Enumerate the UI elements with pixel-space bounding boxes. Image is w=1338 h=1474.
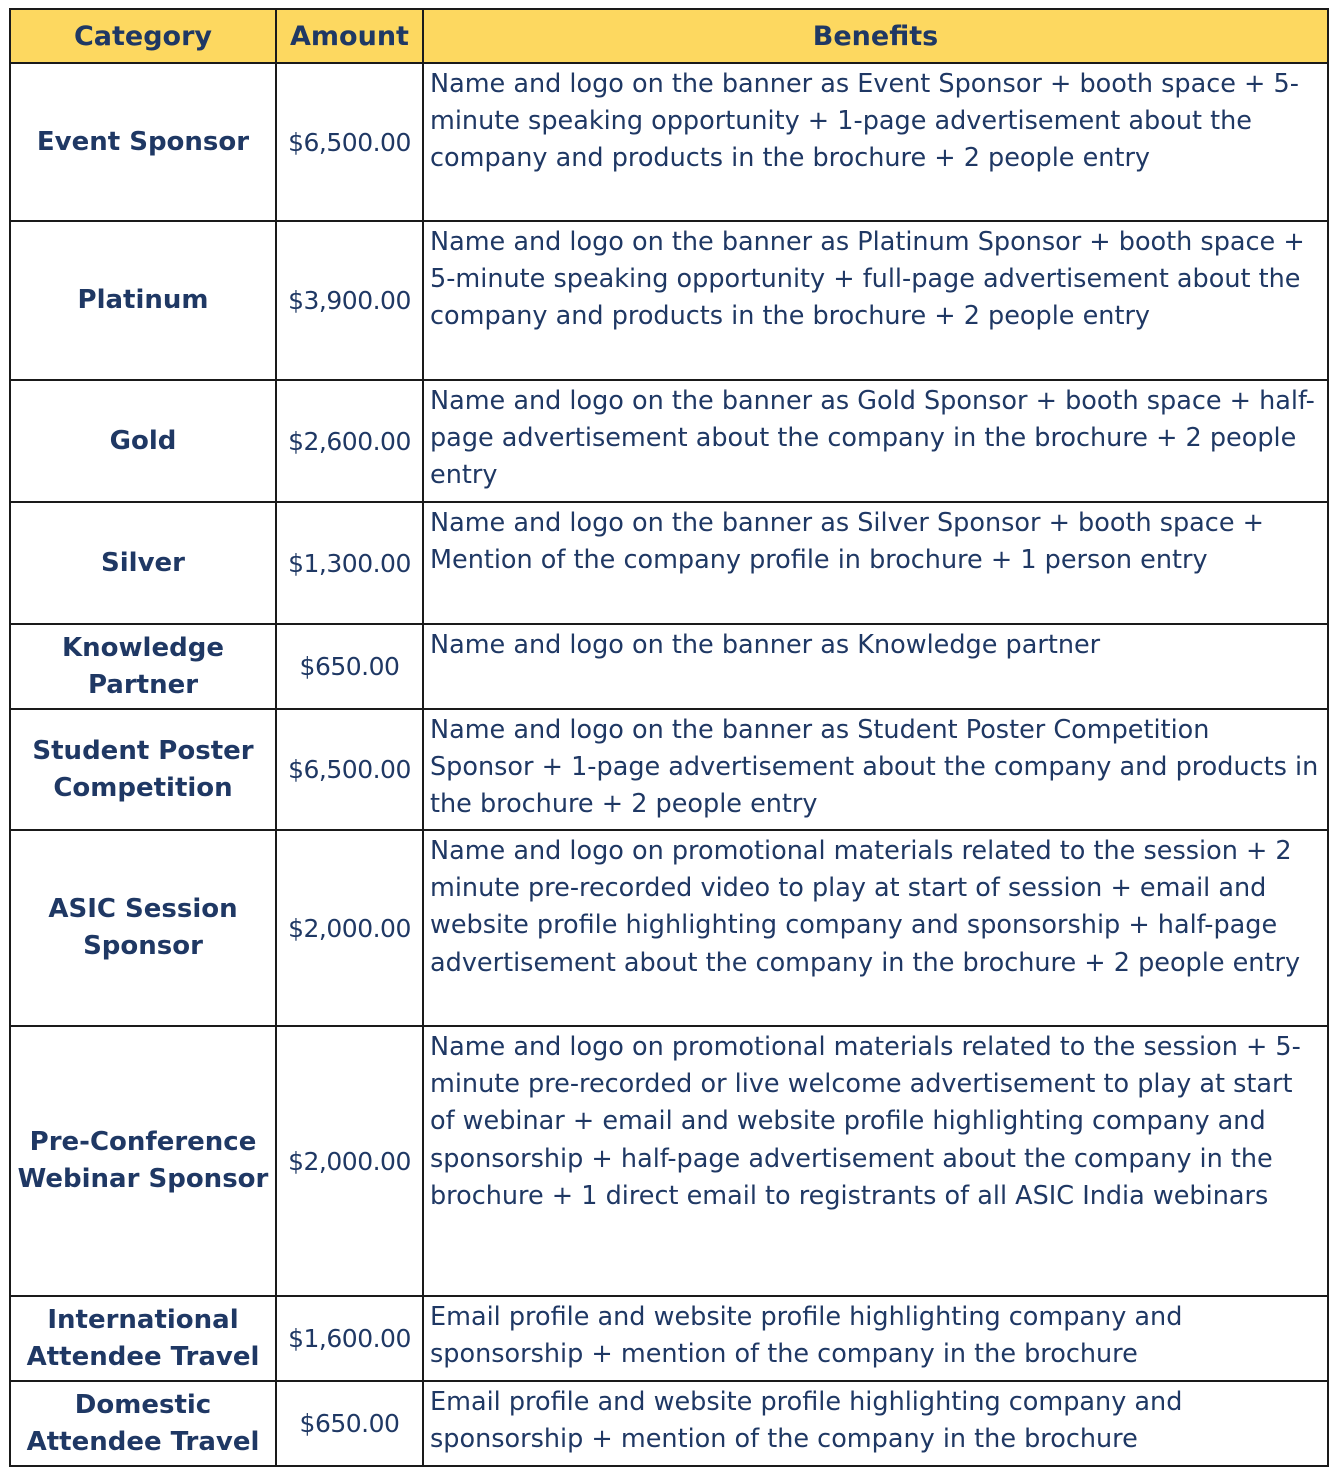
amount-cell: $2,600.00	[276, 380, 423, 502]
category-cell: Gold	[10, 380, 276, 502]
category-cell: ASIC Session Sponsor	[10, 830, 276, 1026]
sponsorship-table	[9, 8, 1329, 1467]
benefits-cell: Email profile and website profile highlighting company and sponsorship + mention of the company in the brochure	[423, 1381, 1328, 1466]
category-cell: Student Poster Competition	[10, 709, 276, 830]
table-row	[10, 221, 1328, 380]
benefits-cell: Name and logo on promotional materials related to the session + 5-minute pre-recorded or live welcome advertisement to play at start of webinar + email and website profile highlighting company and sponsorship + half-page advertisement about the company in the brochure + 1 direct email to registrants of all ASIC India webinars	[423, 1026, 1328, 1296]
amount-cell: $3,900.00	[276, 221, 423, 380]
benefits-cell: Name and logo on the banner as Platinum Sponsor + booth space + 5-minute speaking opportunity + full-page advertisement about the company and products in the brochure + 2 people entry	[423, 221, 1328, 380]
table-row	[10, 1026, 1328, 1296]
benefits-cell: Email profile and website profile highlighting company and sponsorship + mention of the company in the brochure	[423, 1296, 1328, 1381]
table-row	[10, 502, 1328, 624]
category-cell: International Attendee Travel	[10, 1296, 276, 1381]
category-cell: Silver	[10, 502, 276, 624]
header-amount: Amount	[276, 9, 423, 63]
table-row	[10, 63, 1328, 221]
category-cell: Domestic Attendee Travel	[10, 1381, 276, 1466]
table-row	[10, 624, 1328, 709]
benefits-cell: Name and logo on the banner as Event Sponsor + booth space + 5-minute speaking opportunity + 1-page advertisement about the company and products in the brochure + 2 people entry	[423, 63, 1328, 221]
amount-cell: $6,500.00	[276, 709, 423, 830]
category-cell: Event Sponsor	[10, 63, 276, 221]
benefits-cell: Name and logo on the banner as Knowledge partner	[423, 624, 1328, 709]
table-row	[10, 1296, 1328, 1381]
header-benefits: Benefits	[423, 9, 1328, 63]
amount-cell: $2,000.00	[276, 1026, 423, 1296]
amount-cell: $2,000.00	[276, 830, 423, 1026]
amount-cell: $650.00	[276, 1381, 423, 1466]
amount-cell: $1,600.00	[276, 1296, 423, 1381]
amount-cell: $6,500.00	[276, 63, 423, 221]
category-cell: Pre-Conference Webinar Sponsor	[10, 1026, 276, 1296]
table-row	[10, 1381, 1328, 1466]
benefits-cell: Name and logo on the banner as Silver Sponsor + booth space + Mention of the company profile in brochure + 1 person entry	[423, 502, 1328, 624]
benefits-cell: Name and logo on the banner as Student Poster Competition Sponsor + 1-page advertisement about the company and products in the brochure + 2 people entry	[423, 709, 1328, 830]
table-row	[10, 380, 1328, 502]
header-category: Category	[10, 9, 276, 63]
category-cell: Platinum	[10, 221, 276, 380]
table-header-row	[10, 9, 1328, 63]
benefits-cell: Name and logo on the banner as Gold Sponsor + booth space + half-page advertisement about the company in the brochure + 2 people entry	[423, 380, 1328, 502]
benefits-cell: Name and logo on promotional materials related to the session + 2 minute pre-recorded video to play at start of session + email and website profile highlighting company and sponsorship + half-page advertisement about the company in the brochure + 2 people entry	[423, 830, 1328, 1026]
table-row	[10, 709, 1328, 830]
category-cell: Knowledge Partner	[10, 624, 276, 709]
table-row	[10, 830, 1328, 1026]
amount-cell: $650.00	[276, 624, 423, 709]
amount-cell: $1,300.00	[276, 502, 423, 624]
